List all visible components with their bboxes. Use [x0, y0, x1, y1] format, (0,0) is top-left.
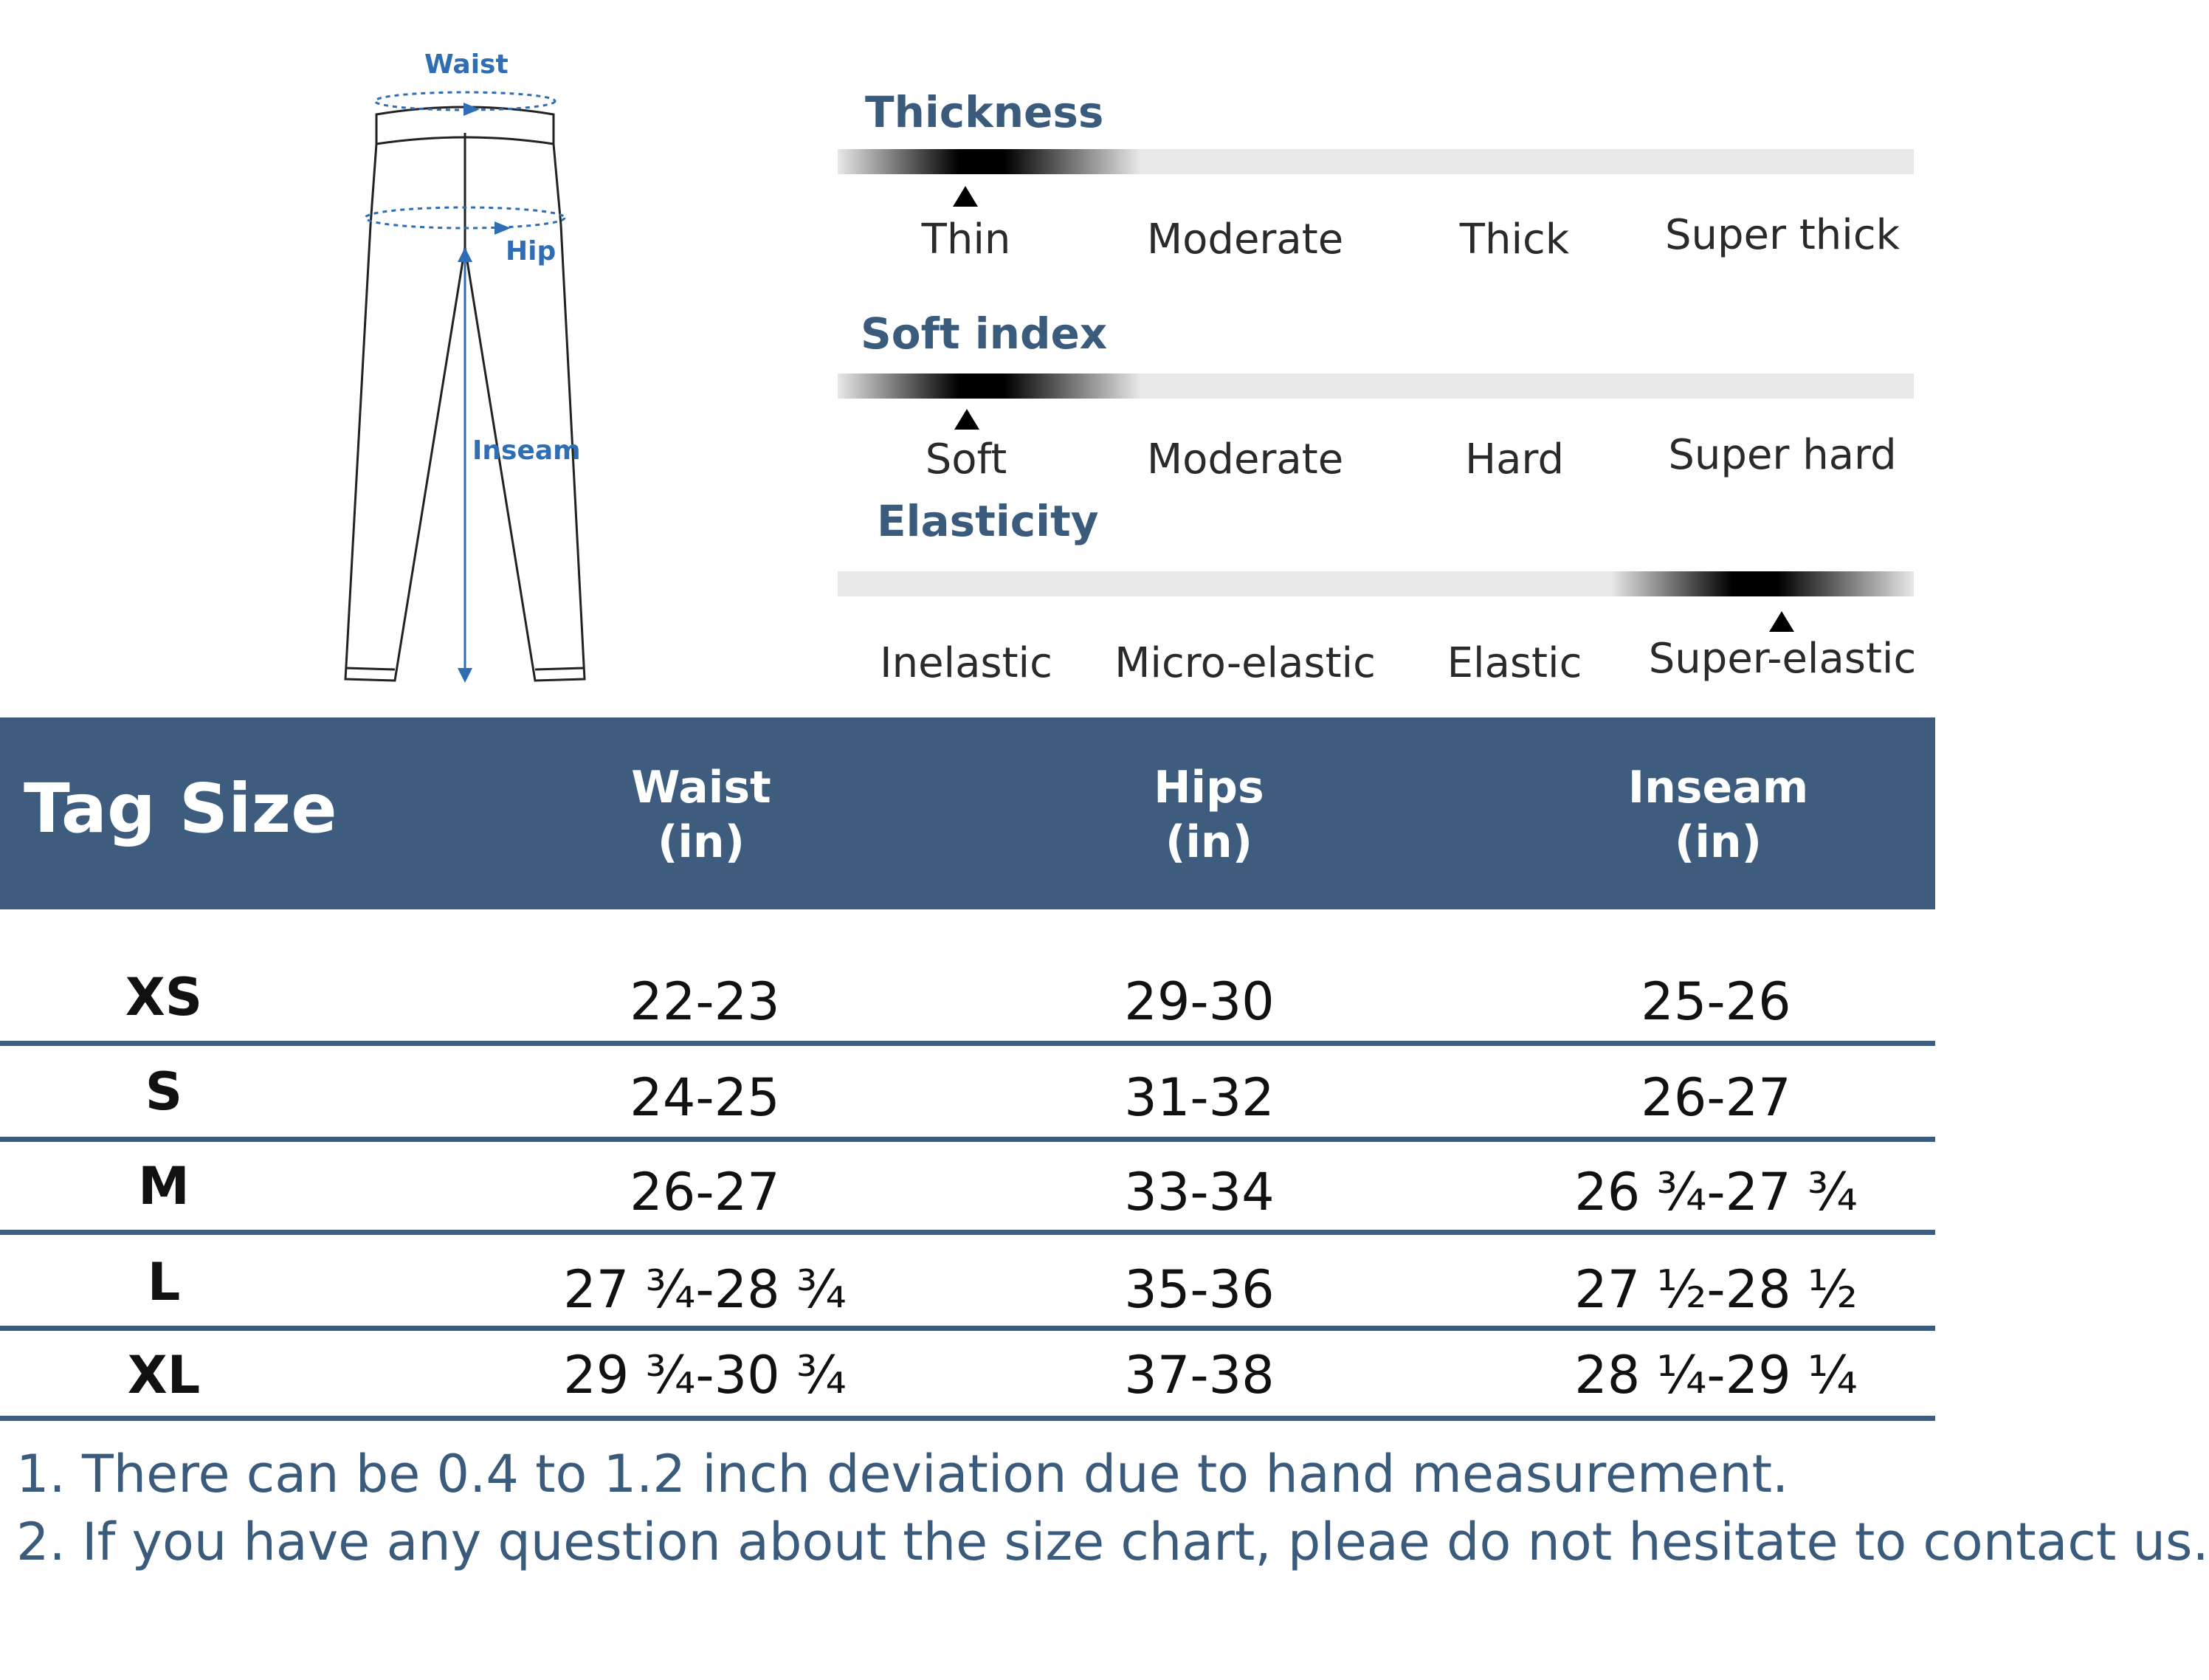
header-inseam [1534, 760, 1903, 870]
soft-index-option-super-hard: Super hard [1668, 431, 1897, 479]
cell-waist: 22-23 [630, 971, 780, 1032]
cell-inseam: 26 ¾-27 ¾ [1574, 1162, 1858, 1222]
cell-hips: 37-38 [1124, 1345, 1275, 1405]
header-waist-label: Waist [631, 762, 771, 813]
cell-inseam: 28 ¼-29 ¼ [1574, 1345, 1858, 1405]
thickness-level-indicator [838, 149, 1140, 174]
header-inseam-label: Inseam [1627, 762, 1809, 813]
cell-waist: 29 ¾-30 ¾ [563, 1345, 847, 1405]
soft-index-option-moderate: Moderate [1146, 436, 1344, 483]
soft-index-title: Soft index [861, 309, 1108, 359]
header-hips-unit: (in) [1165, 816, 1253, 868]
cell-waist: 24-25 [630, 1067, 780, 1128]
cell-hips: 31-32 [1124, 1067, 1275, 1128]
thickness-option-moderate: Moderate [1146, 216, 1344, 264]
thickness-bar [838, 149, 1914, 174]
header-waist [517, 760, 886, 870]
cell-inseam: 27 ½-28 ½ [1574, 1259, 1858, 1320]
row-divider [0, 1416, 1935, 1421]
cell-size: XL [127, 1345, 201, 1405]
elasticity-level-indicator [1611, 571, 1914, 596]
soft-index-marker-icon [954, 409, 979, 430]
elasticity-option-super-elastic: Super-elastic [1648, 635, 1917, 683]
waist-label: Waist [424, 49, 509, 80]
header-waist-unit: (in) [657, 816, 745, 868]
elasticity-option-elastic: Elastic [1447, 639, 1582, 687]
thickness-title: Thickness [865, 87, 1104, 137]
soft-index-level-indicator [838, 373, 1140, 399]
elasticity-option-micro-elastic: Micro-elastic [1114, 639, 1376, 687]
pants-diagram [317, 41, 613, 705]
note-contact: 2. If you have any question about the size chart, pleae do not hesitate to contact us. [16, 1512, 2209, 1572]
thickness-option-thick: Thick [1459, 216, 1570, 264]
soft-index-option-hard: Hard [1464, 436, 1564, 483]
header-hips-label: Hips [1154, 762, 1264, 813]
size-table-header [0, 717, 1935, 909]
cell-size: XS [125, 967, 203, 1027]
inseam-label: Inseam [472, 436, 581, 466]
cell-size: M [138, 1156, 190, 1216]
soft-index-option-soft: Soft [925, 436, 1007, 483]
pants-outline-icon [317, 41, 613, 705]
cell-inseam: 26-27 [1641, 1067, 1791, 1128]
cell-inseam: 25-26 [1641, 971, 1791, 1032]
cell-size: L [147, 1252, 181, 1312]
cell-hips: 35-36 [1124, 1259, 1275, 1320]
header-tag-size: Tag Size [24, 769, 337, 848]
elasticity-bar [838, 571, 1914, 596]
cell-waist: 27 ¾-28 ¾ [563, 1259, 847, 1320]
header-inseam-unit: (in) [1674, 816, 1762, 868]
row-divider [0, 1326, 1935, 1331]
thickness-option-super-thick: Super thick [1664, 211, 1900, 259]
cell-hips: 29-30 [1124, 971, 1275, 1032]
row-divider [0, 1137, 1935, 1142]
header-hips [1024, 760, 1393, 870]
elasticity-marker-icon [1769, 611, 1794, 632]
elasticity-option-inelastic: Inelastic [880, 639, 1052, 687]
cell-hips: 33-34 [1124, 1162, 1275, 1222]
row-divider [0, 1041, 1935, 1046]
hip-label: Hip [506, 236, 556, 266]
soft-index-bar [838, 373, 1914, 399]
note-deviation: 1. There can be 0.4 to 1.2 inch deviation due to hand measurement. [16, 1444, 1789, 1504]
cell-waist: 26-27 [630, 1162, 780, 1222]
cell-size: S [145, 1061, 183, 1122]
thickness-option-thin: Thin [921, 216, 1011, 264]
elasticity-title: Elasticity [877, 496, 1099, 546]
thickness-marker-icon [953, 186, 978, 207]
row-divider [0, 1230, 1935, 1235]
